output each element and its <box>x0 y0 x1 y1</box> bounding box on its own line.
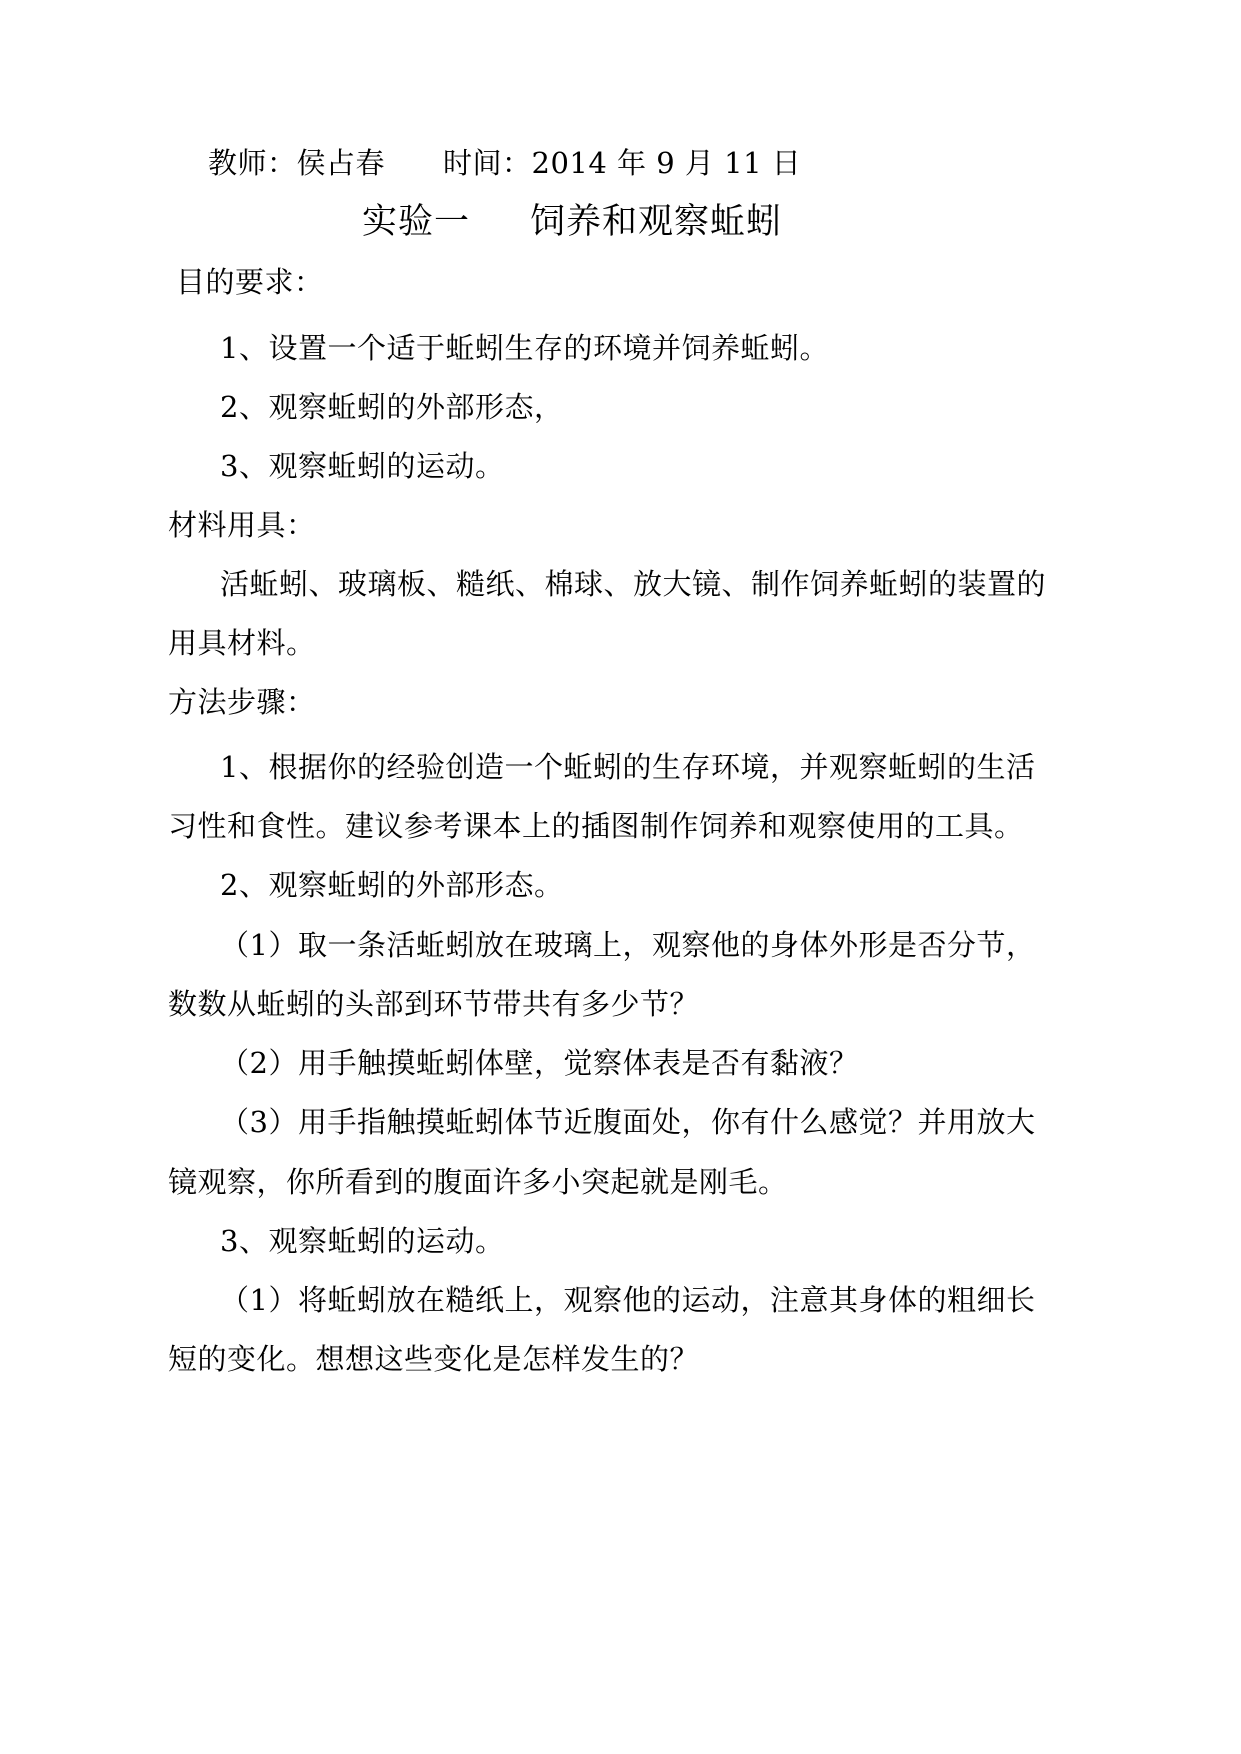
methods-line: 2、观察蚯蚓的外部形态。 <box>220 868 564 902</box>
materials-line: 用具材料。 <box>168 626 316 660</box>
methods-line: 3、观察蚯蚓的运动。 <box>220 1224 505 1258</box>
purpose-item: 2、观察蚯蚓的外部形态， <box>220 390 564 424</box>
methods-line: 习性和食性。建议参考课本上的插图制作饲养和观察使用的工具。 <box>168 809 1024 843</box>
time-label: 时间：2014 年 9 月 11 日 <box>443 146 802 180</box>
methods-line: 1、根据你的经验创造一个蚯蚓的生存环境，并观察蚯蚓的生活 <box>220 750 1036 784</box>
methods-line: 短的变化。想想这些变化是怎样发生的？ <box>168 1342 700 1376</box>
page-title <box>362 200 782 244</box>
materials-heading: 材料用具： <box>168 508 316 542</box>
purpose-item: 1、设置一个适于蚯蚓生存的环境并饲养蚯蚓。 <box>220 331 829 365</box>
materials-line: 活蚯蚓、玻璃板、糙纸、棉球、放大镜、制作饲养蚯蚓的装置的 <box>220 567 1047 601</box>
methods-line: 镜观察，你所看到的腹面许多小突起就是刚毛。 <box>168 1165 788 1199</box>
title-part2: 饲养和观察蚯蚓 <box>530 202 783 242</box>
methods-line: 数数从蚯蚓的头部到环节带共有多少节？ <box>168 987 700 1021</box>
methods-heading: 方法步骤： <box>168 685 316 719</box>
teacher-label: 教师：侯占春 <box>208 146 386 180</box>
purpose-item: 3、观察蚯蚓的运动。 <box>220 449 505 483</box>
header-line <box>208 145 801 181</box>
methods-line: （1）取一条活蚯蚓放在玻璃上，观察他的身体外形是否分节， <box>220 928 1036 962</box>
purpose-heading: 目的要求： <box>176 265 324 299</box>
title-part1: 实验一 <box>362 202 471 242</box>
methods-line: （2）用手触摸蚯蚓体壁，觉察体表是否有黏液？ <box>220 1046 859 1080</box>
methods-line: （3）用手指触摸蚯蚓体节近腹面处，你有什么感觉？并用放大 <box>220 1105 1036 1139</box>
methods-line: （1）将蚯蚓放在糙纸上，观察他的运动，注意其身体的粗细长 <box>220 1283 1036 1317</box>
